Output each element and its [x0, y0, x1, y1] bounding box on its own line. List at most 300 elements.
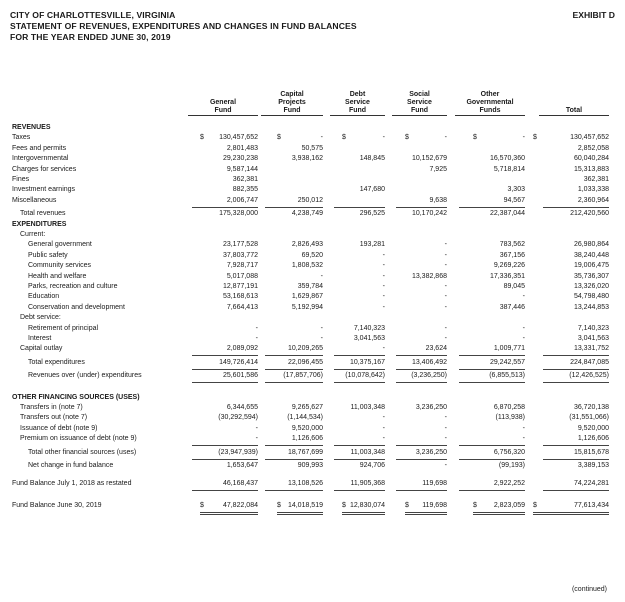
underline — [334, 355, 385, 356]
value-cell: 60,040,284 — [573, 155, 609, 163]
value-cell: - — [382, 272, 385, 280]
value-cell: 35,736,307 — [573, 272, 609, 280]
row-label: Debt service: — [20, 314, 61, 322]
value-cell: - — [382, 134, 385, 142]
value-cell: 10,375,167 — [349, 358, 385, 366]
value-cell: (3,236,250) — [411, 372, 447, 380]
underline — [192, 445, 258, 446]
value-cell: 22,387,044 — [489, 210, 525, 218]
table-row — [0, 313, 625, 323]
table-row — [0, 282, 625, 292]
value-cell: - — [444, 335, 447, 342]
table-row — [0, 230, 625, 240]
value-cell: 13,406,492 — [411, 358, 447, 366]
row-label: Issuance of debt (note 9) — [20, 424, 98, 432]
value-cell: 50,575 — [301, 144, 323, 152]
column-header-line: Total — [539, 107, 609, 116]
value-cell: - — [382, 283, 385, 290]
value-cell: 5,718,814 — [493, 165, 525, 173]
underline — [459, 490, 525, 491]
underline — [459, 445, 525, 446]
column-header-line: Fund — [330, 107, 385, 116]
dollar-sign: $ — [473, 501, 477, 509]
value-cell: 783,562 — [499, 241, 525, 249]
section-heading-row — [0, 220, 625, 230]
column-header-line: Service — [345, 99, 370, 106]
table-row — [0, 175, 625, 185]
underline — [396, 459, 447, 460]
value-cell: - — [320, 134, 323, 142]
dollar-sign: $ — [533, 501, 537, 509]
value-cell: 19,006,475 — [573, 262, 609, 270]
underline — [265, 355, 323, 356]
row-label: Parks, recreation and culture — [28, 283, 118, 290]
value-cell: 3,236,250 — [415, 404, 447, 411]
underline — [543, 207, 609, 208]
entity-name: CITY OF CHARLOTTESVILLE, VIRGINIA — [10, 10, 176, 20]
exhibit-label: EXHIBIT D — [572, 10, 615, 20]
row-label: Transfers out (note 7) — [20, 414, 88, 422]
value-cell: - — [382, 293, 385, 301]
underline — [334, 207, 385, 208]
value-cell: (10,078,642) — [345, 372, 385, 380]
value-cell: 2,006,747 — [226, 196, 258, 204]
table-row — [0, 144, 625, 154]
value-cell: 175,328,000 — [219, 210, 258, 218]
underline — [459, 355, 525, 356]
underline — [192, 490, 258, 491]
underline — [543, 369, 609, 370]
dollar-sign: $ — [533, 134, 537, 142]
row-label: Public safety — [28, 251, 68, 259]
value-cell: 3,236,250 — [415, 448, 447, 456]
column-header-line: Service — [407, 99, 432, 106]
table-row — [0, 185, 625, 195]
value-cell: 9,587,144 — [226, 165, 258, 173]
value-cell: 29,230,238 — [222, 155, 258, 163]
underline — [334, 459, 385, 460]
column-header-line: Capital — [280, 91, 304, 98]
value-cell: 2,360,964 — [577, 196, 609, 204]
row-label: Retirement of principal — [28, 324, 99, 332]
dollar-sign: $ — [200, 501, 204, 509]
value-cell: - — [444, 262, 447, 270]
value-cell: 23,624 — [425, 345, 447, 353]
underline — [543, 445, 609, 446]
value-cell: 1,033,338 — [577, 186, 609, 194]
value-cell: 147,680 — [359, 186, 385, 194]
value-cell: 16,570,360 — [489, 155, 525, 163]
value-cell: 13,108,526 — [287, 480, 323, 488]
underline — [192, 459, 258, 460]
value-cell: 1,009,771 — [493, 345, 525, 353]
row-label: Transfers in (note 7) — [20, 404, 83, 411]
dollar-sign: $ — [342, 501, 346, 509]
value-cell: 47,822,084 — [222, 501, 258, 509]
value-cell: (17,857,706) — [283, 372, 323, 380]
table-row — [0, 501, 625, 511]
value-cell: 387,446 — [499, 303, 525, 311]
value-cell: 2,922,252 — [493, 480, 525, 488]
underline — [334, 445, 385, 446]
value-cell: - — [444, 293, 447, 301]
value-cell: 10,209,265 — [287, 345, 323, 353]
value-cell: 3,041,563 — [577, 335, 609, 342]
value-cell: (6,855,513) — [489, 372, 525, 380]
table-row — [0, 403, 625, 413]
column-header-line: Projects — [278, 99, 306, 106]
value-cell: 6,756,320 — [493, 448, 525, 456]
value-cell: 6,344,655 — [226, 404, 258, 411]
table-row — [0, 358, 625, 368]
underline — [334, 490, 385, 491]
dollar-sign: $ — [277, 134, 281, 142]
value-cell: 13,244,853 — [573, 303, 609, 311]
row-label: OTHER FINANCING SOURCES (USES) — [12, 393, 140, 401]
underline — [543, 382, 609, 383]
value-cell: 367,156 — [499, 251, 525, 259]
value-cell: 3,938,162 — [291, 155, 323, 163]
value-cell: 193,281 — [359, 241, 385, 249]
row-label: General government — [28, 241, 92, 249]
table-row — [0, 154, 625, 164]
underline — [396, 490, 447, 491]
value-cell: - — [382, 262, 385, 270]
value-cell: 5,017,088 — [226, 272, 258, 280]
table-row — [0, 165, 625, 175]
value-cell: 77,613,434 — [573, 501, 609, 509]
underline — [459, 207, 525, 208]
value-cell: (12,426,525) — [569, 372, 609, 380]
value-cell: 3,389,153 — [577, 462, 609, 469]
table-row — [0, 133, 625, 143]
underline — [265, 382, 323, 383]
dollar-sign: $ — [200, 134, 204, 142]
value-cell: 3,303 — [507, 186, 525, 194]
value-cell: 7,140,323 — [353, 324, 385, 332]
underline — [459, 382, 525, 383]
dollar-sign: $ — [405, 501, 409, 509]
double-underline — [200, 512, 258, 515]
value-cell: - — [382, 424, 385, 432]
value-cell: 14,018,519 — [287, 501, 323, 509]
row-label: EXPENDITURES — [12, 220, 67, 228]
value-cell: 46,168,437 — [222, 480, 258, 488]
value-cell: 6,870,258 — [493, 404, 525, 411]
row-label: Investment earnings — [12, 186, 76, 194]
value-cell: 89,045 — [503, 283, 525, 290]
value-cell: 94,567 — [503, 196, 525, 204]
value-cell: 23,177,528 — [222, 241, 258, 249]
underline — [192, 369, 258, 370]
double-underline — [277, 512, 323, 515]
value-cell: 149,726,414 — [219, 358, 258, 366]
value-cell: (99,193) — [498, 462, 525, 469]
value-cell: (23,947,939) — [218, 448, 258, 456]
underline — [192, 207, 258, 208]
dollar-sign: $ — [342, 134, 346, 142]
value-cell: 909,993 — [297, 462, 323, 469]
value-cell: - — [444, 283, 447, 290]
row-label: Fund Balance July 1, 2018 as restated — [12, 480, 132, 488]
dollar-sign: $ — [405, 134, 409, 142]
underline — [396, 382, 447, 383]
value-cell: 362,381 — [232, 176, 258, 183]
column-header-line: Fund — [392, 107, 447, 116]
table-row — [0, 324, 625, 334]
underline — [396, 355, 447, 356]
row-label: Revenues over (under) expenditures — [28, 372, 142, 380]
value-cell: 2,852,058 — [577, 144, 609, 152]
value-cell: - — [320, 324, 323, 332]
table-row — [0, 479, 625, 489]
value-cell: - — [522, 134, 525, 142]
value-cell: 37,803,772 — [222, 251, 258, 259]
value-cell: - — [444, 424, 447, 432]
value-cell: 15,815,678 — [573, 448, 609, 456]
value-cell: - — [522, 324, 525, 332]
value-cell: - — [382, 435, 385, 443]
underline — [265, 207, 323, 208]
value-cell: - — [255, 324, 258, 332]
double-underline — [342, 512, 385, 515]
value-cell: 130,457,652 — [219, 134, 258, 142]
value-cell: 2,823,059 — [493, 501, 525, 509]
value-cell: 13,382,868 — [411, 272, 447, 280]
row-label: Education — [28, 293, 60, 301]
value-cell: 1,653,647 — [226, 462, 258, 469]
value-cell: (31,551,066) — [569, 414, 609, 422]
value-cell: 25,601,586 — [222, 372, 258, 380]
underline — [459, 369, 525, 370]
table-row — [0, 434, 625, 444]
row-label: Premium on issuance of debt (note 9) — [20, 435, 137, 443]
row-label: Interest — [28, 335, 52, 342]
table-row — [0, 344, 625, 354]
value-cell: 1,126,606 — [577, 435, 609, 443]
value-cell: 1,808,532 — [291, 262, 323, 270]
value-cell: 7,928,717 — [226, 262, 258, 270]
section-heading-row — [0, 123, 625, 133]
value-cell: 9,265,627 — [291, 404, 323, 411]
value-cell: - — [382, 251, 385, 259]
underline — [265, 445, 323, 446]
row-label: Current: — [20, 231, 46, 238]
value-cell: 1,629,867 — [291, 293, 323, 301]
value-cell: - — [444, 414, 447, 422]
row-label: Total other financial sources (uses) — [28, 448, 137, 456]
table-row — [0, 448, 625, 458]
section-heading-row — [0, 393, 625, 403]
value-cell: - — [444, 303, 447, 311]
table-row — [0, 461, 625, 471]
column-header-line: Debt — [349, 91, 366, 98]
value-cell: 9,520,000 — [291, 424, 323, 432]
underline — [543, 355, 609, 356]
table-row — [0, 334, 625, 344]
row-label: Intergovernmental — [12, 155, 69, 163]
value-cell: 12,830,074 — [349, 501, 385, 509]
underline — [396, 207, 447, 208]
table-row — [0, 251, 625, 261]
value-cell: 359,784 — [297, 283, 323, 290]
column-header-line: Funds — [455, 107, 525, 116]
value-cell: 130,457,652 — [570, 134, 609, 142]
value-cell: 74,224,281 — [573, 480, 609, 488]
underline — [543, 490, 609, 491]
row-label: Health and welfare — [28, 272, 87, 280]
row-label: Fees and permits — [12, 144, 67, 152]
value-cell: 2,801,483 — [226, 144, 258, 152]
value-cell: 2,089,092 — [226, 345, 258, 353]
row-label: Charges for services — [12, 165, 77, 173]
underline — [265, 459, 323, 460]
value-cell: 54,798,480 — [573, 293, 609, 301]
value-cell: (30,292,594) — [218, 414, 258, 422]
double-underline — [533, 512, 609, 515]
value-cell: 119,698 — [422, 501, 447, 509]
value-cell: 12,877,191 — [222, 283, 258, 290]
value-cell: 212,420,560 — [570, 210, 609, 218]
value-cell: - — [444, 241, 447, 249]
value-cell: 224,847,085 — [570, 358, 609, 366]
column-header-line: Fund — [188, 107, 258, 116]
table-row — [0, 272, 625, 282]
table-row — [0, 292, 625, 302]
row-label: Total expenditures — [28, 358, 85, 366]
double-underline — [405, 512, 447, 515]
underline — [265, 490, 323, 491]
value-cell: - — [444, 134, 447, 142]
underline — [396, 369, 447, 370]
continued-note: (continued) — [571, 586, 607, 593]
value-cell: 119,698 — [422, 480, 447, 488]
value-cell: 7,925 — [429, 165, 447, 173]
value-cell: - — [444, 251, 447, 259]
value-cell: 13,326,020 — [573, 283, 609, 290]
value-cell: 13,331,752 — [573, 345, 609, 353]
value-cell: (113,938) — [495, 414, 525, 422]
statement-title: STATEMENT OF REVENUES, EXPENDITURES AND CHANGES IN FUND BALANCES — [10, 21, 357, 31]
underline — [265, 369, 323, 370]
double-underline — [473, 512, 525, 515]
value-cell: 26,980,864 — [573, 241, 609, 249]
value-cell: 11,905,368 — [350, 480, 385, 488]
value-cell: 148,845 — [359, 155, 385, 163]
dollar-sign: $ — [277, 501, 281, 509]
table-row — [0, 413, 625, 423]
value-cell: (1,144,534) — [287, 414, 323, 422]
value-cell: 250,012 — [297, 196, 323, 204]
table-row — [0, 371, 625, 381]
column-header-line: General — [209, 99, 237, 106]
value-cell: - — [320, 272, 323, 280]
value-cell: 29,242,557 — [489, 358, 525, 366]
row-label: REVENUES — [12, 124, 51, 131]
column-header-line: Fund — [261, 107, 323, 116]
statement-period: FOR THE YEAR ENDED JUNE 30, 2019 — [10, 32, 171, 42]
underline — [459, 459, 525, 460]
row-label: Total revenues — [20, 210, 66, 218]
value-cell: 36,720,138 — [573, 404, 609, 411]
value-cell: - — [522, 335, 525, 342]
table-row — [0, 261, 625, 271]
dollar-sign: $ — [473, 134, 477, 142]
value-cell: 18,767,699 — [287, 448, 323, 456]
row-label: Taxes — [12, 134, 31, 142]
value-cell: 11,003,348 — [350, 404, 385, 411]
value-cell: 2,826,493 — [291, 241, 323, 249]
value-cell: - — [444, 324, 447, 332]
value-cell: 53,168,613 — [222, 293, 258, 301]
table-row — [0, 209, 625, 219]
value-cell: 7,140,323 — [577, 324, 609, 332]
value-cell: - — [444, 435, 447, 443]
value-cell: 10,152,679 — [411, 155, 447, 163]
underline — [334, 382, 385, 383]
value-cell: - — [522, 424, 525, 432]
underline — [192, 355, 258, 356]
column-header-line: Governmental — [466, 99, 514, 106]
value-cell: 9,269,226 — [493, 262, 525, 270]
value-cell: - — [522, 435, 525, 443]
value-cell: - — [444, 462, 447, 469]
value-cell: - — [382, 345, 385, 353]
underline — [334, 369, 385, 370]
row-label: Fund Balance June 30, 2019 — [12, 501, 102, 509]
value-cell: - — [382, 303, 385, 311]
row-label: Capital outlay — [20, 345, 63, 353]
value-cell: 9,520,000 — [577, 424, 609, 432]
value-cell: - — [255, 424, 258, 432]
underline — [543, 459, 609, 460]
column-header-line: Other — [480, 91, 500, 98]
table-row — [0, 196, 625, 206]
value-cell: 5,192,994 — [291, 303, 323, 311]
value-cell: 10,170,242 — [411, 210, 447, 218]
value-cell: 296,525 — [359, 210, 385, 218]
value-cell: 11,003,348 — [350, 448, 385, 456]
value-cell: - — [522, 293, 525, 301]
value-cell: 69,520 — [301, 251, 323, 259]
value-cell: 3,041,563 — [353, 335, 385, 342]
value-cell: 22,096,455 — [287, 358, 323, 366]
value-cell: 4,238,749 — [291, 210, 323, 218]
value-cell: - — [382, 414, 385, 422]
underline — [396, 445, 447, 446]
value-cell: 15,313,883 — [573, 165, 609, 173]
row-label: Miscellaneous — [12, 196, 57, 204]
value-cell: - — [320, 335, 323, 342]
table-row — [0, 240, 625, 250]
value-cell: 924,706 — [359, 462, 385, 469]
value-cell: 9,638 — [429, 196, 447, 204]
value-cell: - — [255, 335, 258, 342]
row-label: Net change in fund balance — [28, 462, 114, 469]
value-cell: 17,336,351 — [489, 272, 525, 280]
table-row — [0, 424, 625, 434]
value-cell: 882,355 — [232, 186, 258, 194]
row-label: Fines — [12, 176, 30, 183]
underline — [192, 382, 258, 383]
value-cell: - — [255, 435, 258, 443]
table-row — [0, 303, 625, 313]
column-header-line: Social — [409, 91, 430, 98]
row-label: Conservation and development — [28, 303, 125, 311]
value-cell: 38,240,448 — [573, 251, 609, 259]
value-cell: 362,381 — [583, 176, 609, 183]
value-cell: 7,664,413 — [226, 303, 258, 311]
